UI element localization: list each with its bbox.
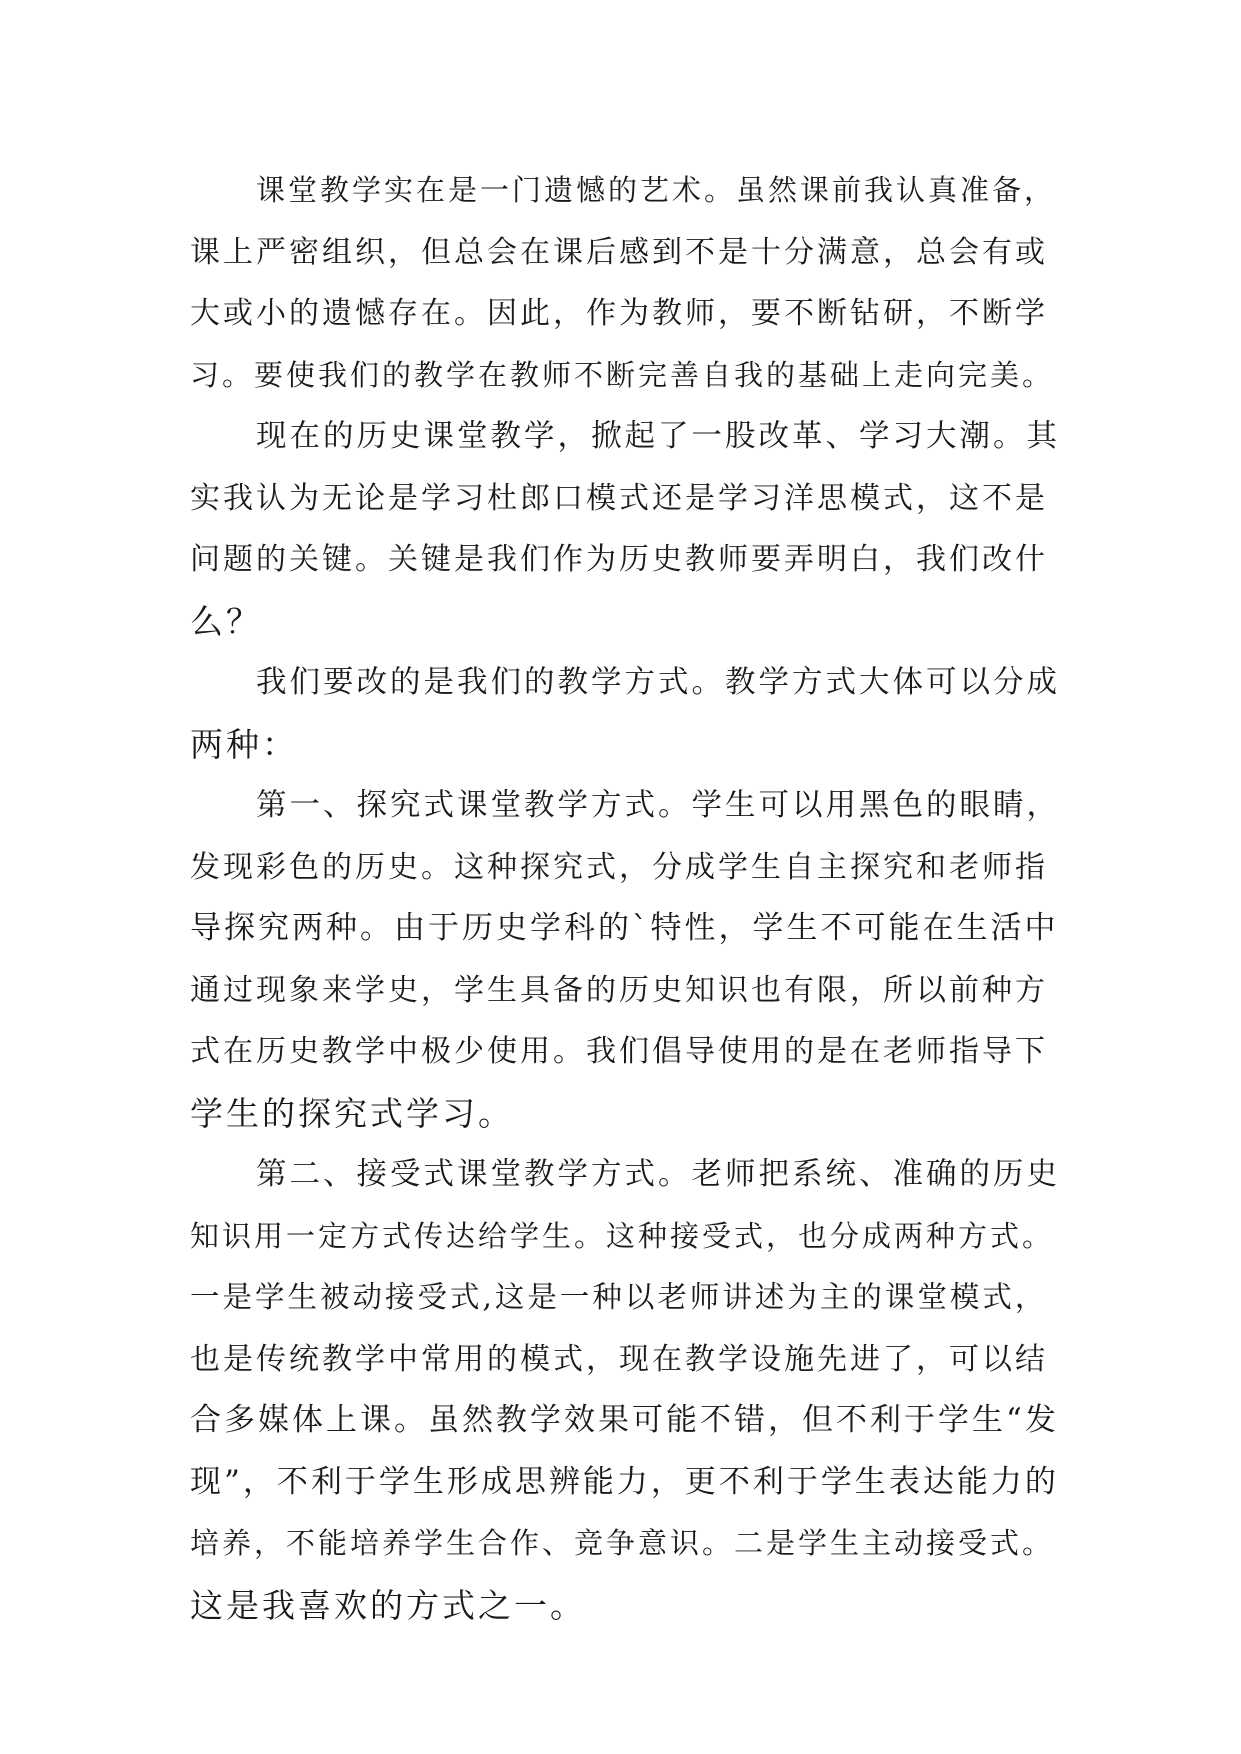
document-body xyxy=(190,160,1060,1636)
paragraph-1-line-2: 课上严密组织，但总会在课后感到不是十分满意，总会有或 xyxy=(190,234,1048,270)
paragraph-4-line-4: 通过现象来学史，学生具备的历史知识也有限，所以前种方 xyxy=(190,972,1048,1008)
paragraph-2-line-1: 现在的历史课堂教学，掀起了一股改革、学习大潮。其 xyxy=(256,419,1060,454)
paragraph-2-line-2: 实我认为无论是学习杜郎口模式还是学习洋思模式，这不是 xyxy=(190,480,1048,516)
paragraph-3-line-2: 两种： xyxy=(190,724,298,764)
paragraph-2-line-3: 问题的关键。关键是我们作为历史教师要弄明白，我们改什 xyxy=(190,542,1048,577)
paragraph-1-line-4: 习。要使我们的教学在教师不断完善自我的基础上走向完美。 xyxy=(190,357,1055,392)
paragraph-5-line-3: 一是学生被动接受式,这是一种以老师讲述为主的课堂模式， xyxy=(190,1280,1048,1314)
paragraph-5-line-2: 知识用一定方式传达给学生。这种接受式，也分成两种方式。 xyxy=(190,1218,1055,1253)
paragraph-4-line-1: 第一、探究式课堂教学方式。学生可以用黑色的眼睛， xyxy=(256,788,1060,823)
paragraph-1-line-1: 课堂教学实在是一门遗憾的艺术。虽然课前我认真准备， xyxy=(256,173,1057,207)
paragraph-5-line-5: 合多媒体上课。虽然教学效果可能不错，但不利于学生“发 xyxy=(190,1402,1059,1438)
paragraph-4-line-2: 发现彩色的历史。这种探究式，分成学生自主探究和老师指 xyxy=(190,849,1048,885)
paragraph-4-line-3: 导探究两种。由于历史学科的`特性，学生不可能在生活中 xyxy=(190,910,1059,946)
paragraph-5-line-4: 也是传统教学中常用的模式，现在教学设施先进了，可以结 xyxy=(190,1341,1048,1377)
paragraph-1-line-3: 大或小的遗憾存在。因此，作为教师，要不断钻研，不断学 xyxy=(190,296,1048,331)
paragraph-5-line-7: 培养，不能培养学生合作、竞争意识。二是学生主动接受式。 xyxy=(190,1526,1055,1560)
paragraph-5-line-6: 现”，不利于学生形成思辨能力，更不利于学生表达能力的 xyxy=(190,1463,1059,1500)
paragraph-5-line-8: 这是我喜欢的方式之一。 xyxy=(190,1585,586,1625)
paragraph-4-line-6: 学生的探究式学习。 xyxy=(190,1093,514,1133)
paragraph-5-line-1: 第二、接受式课堂教学方式。老师把系统、准确的历史 xyxy=(256,1157,1060,1192)
paragraph-3-line-1: 我们要改的是我们的教学方式。教学方式大体可以分成 xyxy=(256,665,1060,700)
paragraph-2-line-4: 么？ xyxy=(190,601,262,641)
paragraph-4-line-5: 式在历史教学中极少使用。我们倡导使用的是在老师指导下 xyxy=(190,1034,1048,1069)
